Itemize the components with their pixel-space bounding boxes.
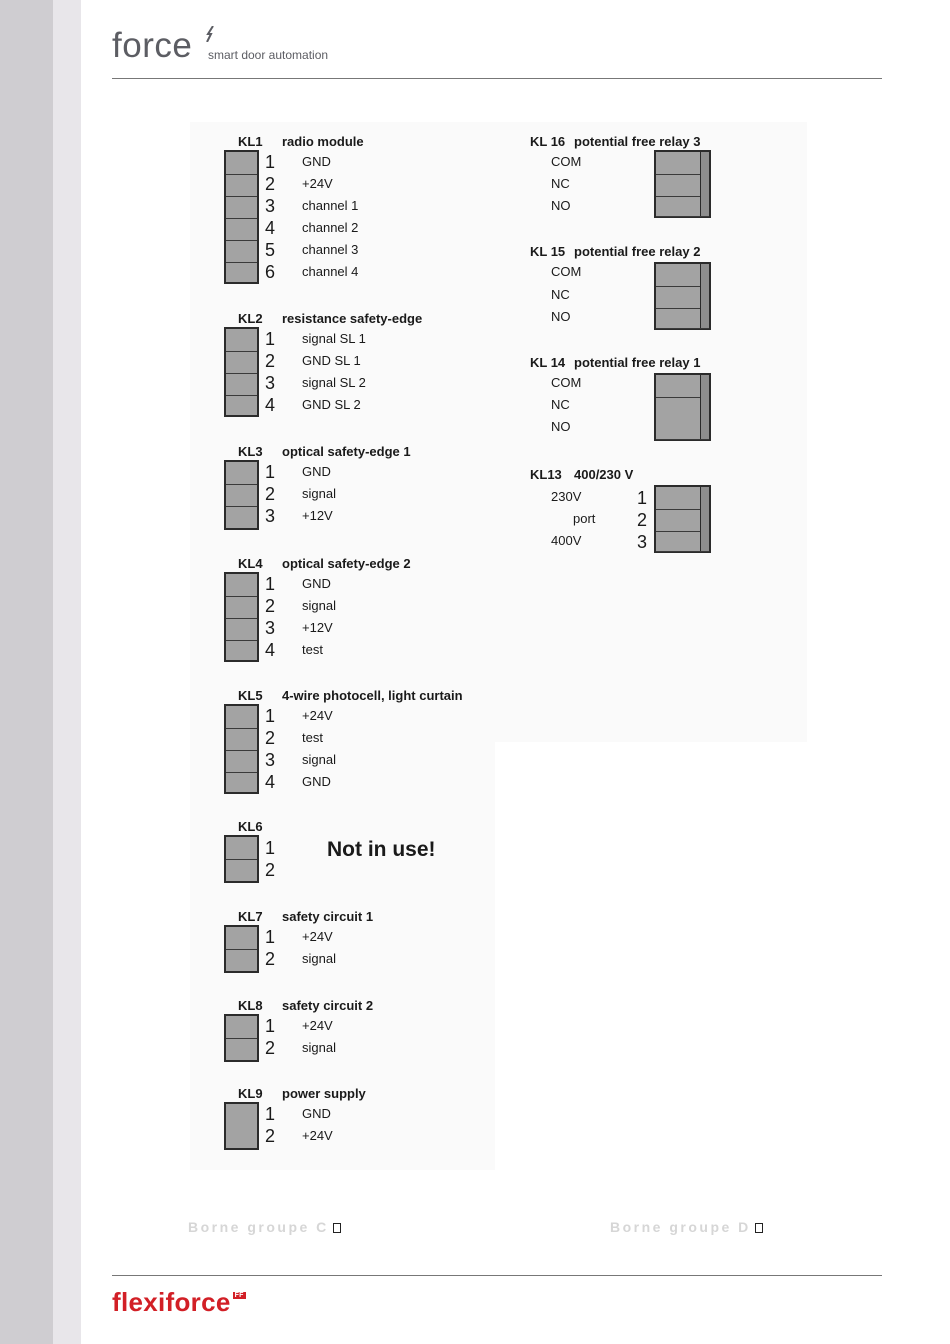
kl3-cell xyxy=(226,462,257,485)
kl3-code: KL3 xyxy=(238,444,263,459)
kl14-heading xyxy=(530,355,700,370)
kl16-code: KL 16 xyxy=(530,134,566,149)
kl2-code: KL2 xyxy=(238,311,263,326)
kl3-pin: 3 xyxy=(264,506,275,526)
kl3-block xyxy=(224,460,259,530)
kl6-pin: 1 xyxy=(264,838,275,858)
kl2-cell xyxy=(226,395,257,415)
kl6-block xyxy=(224,835,259,883)
kl15-label: COM xyxy=(551,264,582,279)
header-divider xyxy=(112,78,882,79)
kl7-pin: 2 xyxy=(264,949,275,969)
kl9-label: +24V xyxy=(302,1128,333,1143)
kl4-cell xyxy=(226,640,257,660)
caption-groupe-d xyxy=(610,1219,763,1235)
kl9-block xyxy=(224,1102,259,1150)
kl2-heading xyxy=(238,311,422,326)
kl1-title: radio module xyxy=(282,134,364,149)
kl16-label: COM xyxy=(551,154,582,169)
kl5-label: GND xyxy=(302,774,331,789)
footer-logo-part-a: flexi xyxy=(112,1287,166,1317)
kl7-label: +24V xyxy=(302,929,333,944)
kl1-heading xyxy=(238,134,364,149)
kl14-label: NO xyxy=(551,419,571,434)
kl4-label: +12V xyxy=(302,620,333,635)
kl5-code: KL5 xyxy=(238,688,263,703)
kl6-heading xyxy=(238,819,282,834)
kl5-label: +24V xyxy=(302,708,333,723)
kl7-code: KL7 xyxy=(238,909,263,924)
kl14-block xyxy=(654,373,711,441)
kl15-label: NC xyxy=(551,287,570,302)
footer-badge: FF xyxy=(234,1292,244,1299)
kl4-label: test xyxy=(302,642,323,657)
kl7-block xyxy=(224,925,259,973)
caption-groupe-c xyxy=(188,1219,341,1235)
kl13-block xyxy=(654,485,711,553)
kl14-label: NC xyxy=(551,397,570,412)
kl5-label: signal xyxy=(302,752,336,767)
kl14-title: potential free relay 1 xyxy=(574,355,701,370)
kl1-cell xyxy=(226,240,257,263)
kl5-block xyxy=(224,704,259,794)
kl3-cell xyxy=(226,484,257,507)
kl8-label: +24V xyxy=(302,1018,333,1033)
kl8-cell xyxy=(226,1038,257,1060)
caption-groupe-d-text: Borne groupe D xyxy=(610,1219,751,1235)
kl6-pin: 2 xyxy=(264,860,275,880)
footer-logo-part-b: force xyxy=(165,1287,231,1317)
kl4-cell xyxy=(226,574,257,597)
kl8-title: safety circuit 2 xyxy=(282,998,374,1013)
kl1-pin: 3 xyxy=(264,196,275,216)
kl15-block xyxy=(654,262,711,330)
kl7-label: signal xyxy=(302,951,336,966)
kl15-title: potential free relay 2 xyxy=(574,244,701,259)
kl3-pin: 1 xyxy=(264,462,275,482)
kl3-cell xyxy=(226,506,257,528)
diagram-bg-right xyxy=(495,122,807,742)
kl2-label: signal SL 2 xyxy=(302,375,366,390)
kl7-pin: 1 xyxy=(264,927,275,947)
kl15-stripe xyxy=(700,264,709,328)
kl8-cell xyxy=(226,1016,257,1039)
kl6-cell xyxy=(226,837,257,860)
kl4-title: optical safety-edge 2 xyxy=(282,556,411,571)
kl9-heading xyxy=(238,1086,366,1101)
kl2-cell xyxy=(226,351,257,374)
footer-divider xyxy=(112,1275,882,1276)
kl1-pin: 5 xyxy=(264,240,275,260)
kl4-cell xyxy=(226,618,257,641)
kl7-cell xyxy=(226,927,257,950)
kl16-label: NO xyxy=(551,198,571,213)
kl7-heading xyxy=(238,909,373,924)
kl9-code: KL9 xyxy=(238,1086,263,1101)
logo-spark-icon xyxy=(204,26,218,42)
kl4-pin: 3 xyxy=(264,618,275,638)
kl2-label: GND SL 2 xyxy=(302,397,361,412)
kl3-pin: 2 xyxy=(264,484,275,504)
kl1-pin: 1 xyxy=(264,152,275,172)
kl8-code: KL8 xyxy=(238,998,263,1013)
kl14-code: KL 14 xyxy=(530,355,566,370)
logo-tagline: smart door automation xyxy=(208,48,329,62)
kl8-pin: 2 xyxy=(264,1038,275,1058)
kl3-label: GND xyxy=(302,464,331,479)
kl2-title: resistance safety-edge xyxy=(282,311,423,326)
kl8-pin: 1 xyxy=(264,1016,275,1036)
kl5-cell xyxy=(226,728,257,751)
kl2-label: signal SL 1 xyxy=(302,331,366,346)
kl1-label: channel 2 xyxy=(302,220,359,235)
caption-groupe-c-text: Borne groupe C xyxy=(188,1219,329,1235)
kl13-label: port xyxy=(573,511,596,526)
kl2-pin: 1 xyxy=(264,329,275,349)
kl15-heading xyxy=(530,244,700,259)
kl2-cell xyxy=(226,373,257,396)
kl3-heading xyxy=(238,444,411,459)
kl1-code: KL1 xyxy=(238,134,263,149)
kl9-pin: 1 xyxy=(264,1104,275,1124)
footer-logo xyxy=(112,1287,246,1318)
kl15-code: KL 15 xyxy=(530,244,566,259)
kl9-label: GND xyxy=(302,1106,331,1121)
kl1-label: +24V xyxy=(302,176,333,191)
kl4-pin: 1 xyxy=(264,574,275,594)
kl16-heading xyxy=(530,134,700,149)
kl5-pin: 1 xyxy=(264,706,275,726)
kl13-pin: 3 xyxy=(636,532,647,552)
kl2-label: GND SL 1 xyxy=(302,353,361,368)
kl5-pin: 3 xyxy=(264,750,275,770)
sidebar-band-dark xyxy=(0,0,53,1344)
kl13-heading xyxy=(530,467,633,482)
kl4-block xyxy=(224,572,259,662)
kl1-label: GND xyxy=(302,154,331,169)
kl9-title: power supply xyxy=(282,1086,366,1101)
kl1-cell xyxy=(226,174,257,197)
kl16-block xyxy=(654,150,711,218)
kl1-pin: 2 xyxy=(264,174,275,194)
kl13-stripe xyxy=(700,487,709,551)
kl1-label: channel 3 xyxy=(302,242,359,257)
kl4-pin: 4 xyxy=(264,640,275,660)
kl4-code: KL4 xyxy=(238,556,263,571)
kl6-cell xyxy=(226,859,257,881)
kl8-label: signal xyxy=(302,1040,336,1055)
logo-wordmark: force xyxy=(112,26,193,65)
kl1-pin: 6 xyxy=(264,262,275,282)
caption-marker-icon xyxy=(755,1223,763,1233)
kl3-title: optical safety-edge 1 xyxy=(282,444,411,459)
kl13-pin: 1 xyxy=(636,488,647,508)
kl2-cell xyxy=(226,329,257,352)
kl16-label: NC xyxy=(551,176,570,191)
kl8-block xyxy=(224,1014,259,1062)
kl5-cell xyxy=(226,706,257,729)
kl8-heading xyxy=(238,998,373,1013)
kl5-label: test xyxy=(302,730,323,745)
kl15-label: NO xyxy=(551,309,571,324)
kl13-label: 400V xyxy=(551,533,582,548)
kl9-pin: 2 xyxy=(264,1126,275,1146)
kl5-pin: 4 xyxy=(264,772,275,792)
kl5-pin: 2 xyxy=(264,728,275,748)
kl2-pin: 2 xyxy=(264,351,275,371)
kl5-cell xyxy=(226,750,257,773)
kl4-cell xyxy=(226,596,257,619)
kl4-label: signal xyxy=(302,598,336,613)
kl13-label: 230V xyxy=(551,489,582,504)
kl5-heading xyxy=(238,688,463,703)
kl13-title: 400/230 V xyxy=(574,467,634,482)
kl1-cell xyxy=(226,152,257,175)
kl3-label: signal xyxy=(302,486,336,501)
kl1-block xyxy=(224,150,259,284)
kl1-cell xyxy=(226,218,257,241)
kl2-pin: 4 xyxy=(264,395,275,415)
kl7-cell xyxy=(226,949,257,971)
kl16-title: potential free relay 3 xyxy=(574,134,701,149)
kl2-block xyxy=(224,327,259,417)
kl1-cell xyxy=(226,262,257,282)
kl13-pin: 2 xyxy=(636,510,647,530)
kl5-title: 4-wire photocell, light curtain xyxy=(282,688,463,703)
kl4-heading xyxy=(238,556,411,571)
kl5-cell xyxy=(226,772,257,792)
kl14-label: COM xyxy=(551,375,582,390)
terminal-diagram xyxy=(190,122,810,1172)
kl4-pin: 2 xyxy=(264,596,275,616)
kl6-not-in-use-note: Not in use! xyxy=(327,838,436,861)
kl13-code: KL13 xyxy=(530,467,562,482)
kl6-code: KL6 xyxy=(238,819,263,834)
kl14-stripe xyxy=(700,375,709,439)
kl4-label: GND xyxy=(302,576,331,591)
kl2-pin: 3 xyxy=(264,373,275,393)
caption-marker-icon xyxy=(333,1223,341,1233)
kl1-pin: 4 xyxy=(264,218,275,238)
kl7-title: safety circuit 1 xyxy=(282,909,374,924)
kl1-label: channel 1 xyxy=(302,198,359,213)
kl1-cell xyxy=(226,196,257,219)
kl3-label: +12V xyxy=(302,508,333,523)
kl16-stripe xyxy=(700,152,709,216)
kl9-cell xyxy=(226,1104,257,1148)
sidebar-band-light xyxy=(53,0,81,1344)
kl1-label: channel 4 xyxy=(302,264,359,279)
